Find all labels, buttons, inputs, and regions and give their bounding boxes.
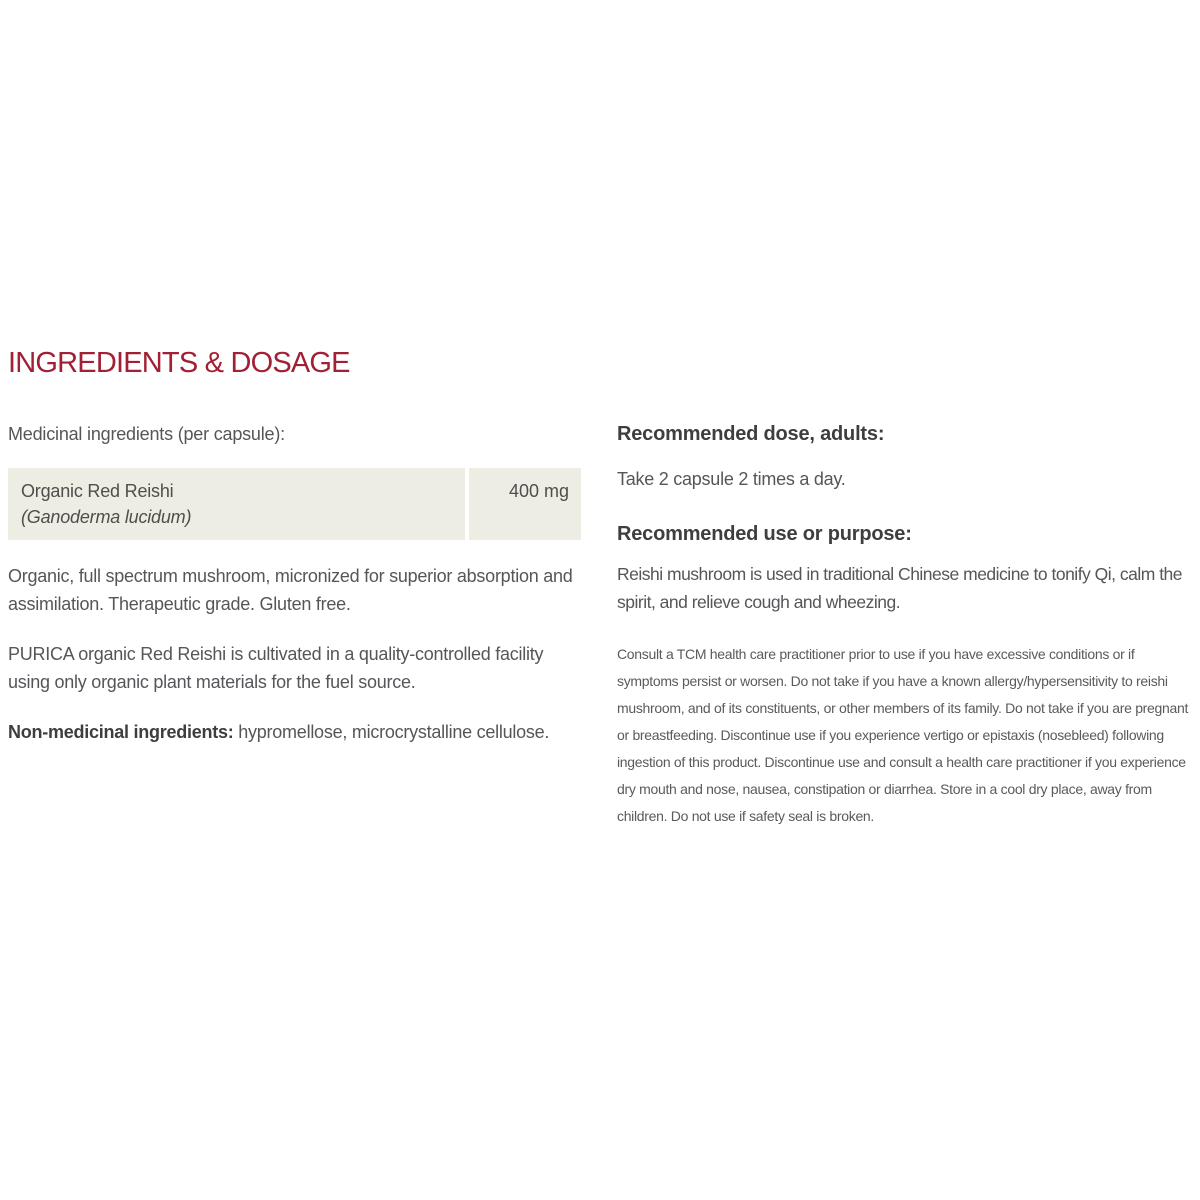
recommended-dose-text: Take 2 capsule 2 times a day.: [617, 469, 846, 489]
ingredient-name: Organic Red Reishi: [21, 481, 174, 501]
ingredient-amount-cell: [469, 468, 581, 540]
non-medicinal-paragraph: [8, 718, 581, 746]
recommended-use-heading: Recommended use or purpose:: [617, 523, 912, 545]
recommended-dose-heading: Recommended dose, adults:: [617, 423, 885, 445]
non-medicinal-label: Non-medicinal ingredients:: [8, 722, 234, 742]
ingredient-table: [8, 468, 581, 540]
ingredient-latin-name: (Ganoderma lucidum): [21, 507, 192, 527]
ingredient-amount: 400 mg: [508, 481, 569, 501]
ingredients-column: [8, 420, 581, 746]
two-column-layout: [8, 420, 1192, 830]
non-medicinal-value: hypromellose, microcrystalline cellulose.: [233, 722, 550, 742]
ingredient-name-cell: [8, 468, 465, 540]
cultivation-paragraph: PURICA organic Red Reishi is cultivated in a quality-controlled facility using only organic plant materials for the fuel source.: [8, 644, 544, 692]
dosage-column: [617, 420, 1192, 830]
ingredient-table-row: [8, 468, 581, 540]
medicinal-ingredients-label: Medicinal ingredients (per capsule):: [8, 424, 285, 444]
description-paragraph: Organic, full spectrum mushroom, micronized for superior absorption and assimilation. Therapeutic grade. Gluten free.: [8, 566, 573, 614]
caution-text: Consult a TCM health care practitioner prior to use if you have excessive conditions or if symptoms persist or worsen. Do not take if you have a known allergy/hypersensitivity to reishi mushroom, and of its constituents, or other members of its family. Do not take if you are pregnant or breastfeeding. Discontinue use if you experience vertigo or epistaxis (nosebleed) following ingestion of this product. Discontinue use and consult a health care practitioner if you experience dry mouth and nose, nausea, constipation or diarrhea. Store in a cool dry place, away from children. Do not use if safety seal is broken.: [617, 646, 1189, 824]
page-title: INGREDIENTS & DOSAGE: [8, 347, 350, 379]
recommended-use-text: Reishi mushroom is used in traditional Chinese medicine to tonify Qi, calm the spirit, and relieve cough and wheezing.: [617, 564, 1183, 612]
